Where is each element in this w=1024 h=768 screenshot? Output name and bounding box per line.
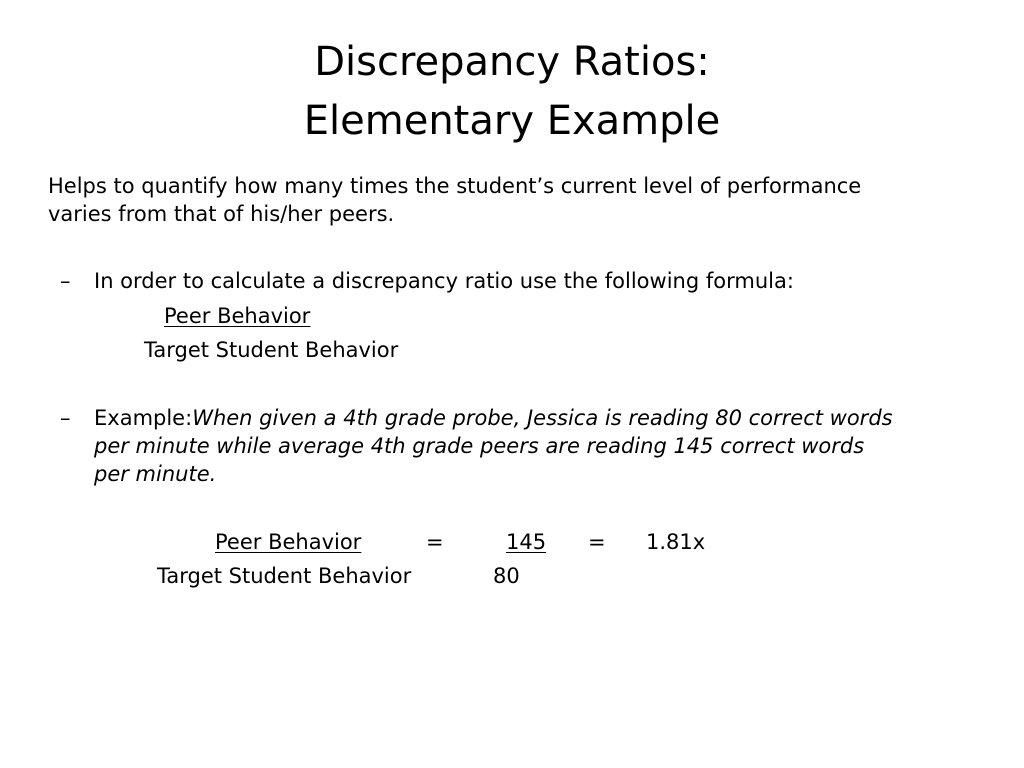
intro-line-1: Helps to quantify how many times the student’s current level of performance [48, 174, 862, 198]
calc-numerator-label: Peer Behavior [215, 530, 362, 554]
intro-line-2: varies from that of his/her peers. [48, 202, 395, 226]
calc-result: 1.81x [646, 530, 706, 554]
slide-title-line-2: Elementary Example [303, 98, 721, 144]
calc-denominator-value: 80 [493, 564, 520, 588]
bullet-1-marker: – [60, 269, 71, 293]
calc-equals-2: = [588, 530, 606, 554]
formula-numerator: Peer Behavior [164, 304, 311, 328]
calc-numerator-value: 145 [506, 530, 547, 554]
bullet-2-line-1 [94, 408, 893, 429]
formula-denominator: Target Student Behavior [144, 338, 399, 362]
slide-title-line-1: Discrepancy Ratios: [314, 39, 710, 85]
example-prefix: Example: [94, 406, 193, 430]
bullet-2-marker: – [60, 406, 71, 430]
example-text-line-3: per minute. [94, 462, 217, 486]
example-text-line-2: per minute while average 4th grade peers are reading 145 correct words [94, 434, 865, 458]
calc-equals-1: = [426, 530, 444, 554]
calc-denominator-label: Target Student Behavior [157, 564, 412, 588]
example-text-line-1: When given a 4th grade probe, Jessica is reading 80 correct words [192, 406, 893, 430]
bullet-1-text: In order to calculate a discrepancy ratio use the following formula: [94, 269, 794, 293]
